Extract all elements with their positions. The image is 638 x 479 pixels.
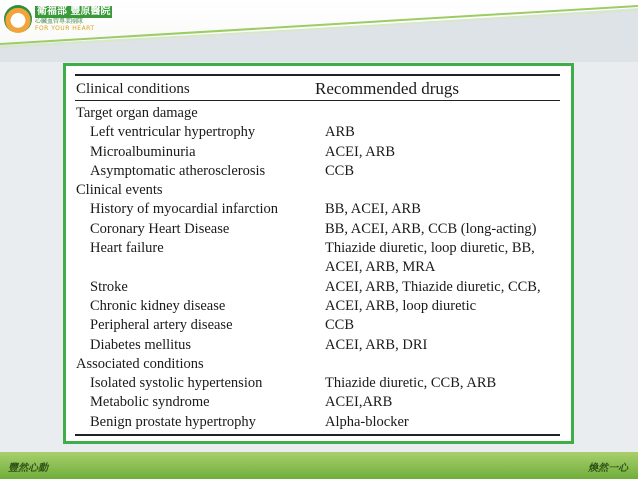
drugs-cell: ACEI, ARB, loop diuretic xyxy=(325,297,477,314)
footer-band xyxy=(0,452,638,479)
table-row xyxy=(66,375,571,394)
drugs-cell: ACEI, ARB, MRA xyxy=(325,259,436,276)
drugs-cell: ACEI, ARB, Thiazide diuretic, CCB, xyxy=(325,278,541,295)
condition-cell: Heart failure xyxy=(90,240,164,257)
condition-cell: Microalbuminuria xyxy=(90,143,196,160)
table-row xyxy=(66,337,571,356)
table-row xyxy=(66,182,571,201)
footer-slogan-left: 豐然心動 xyxy=(8,463,48,474)
table-row xyxy=(66,240,571,259)
table-row xyxy=(66,144,571,163)
heart-emblem-icon xyxy=(4,5,32,33)
hospital-logo xyxy=(4,3,124,35)
drug-table-panel xyxy=(63,63,574,444)
table-row xyxy=(66,356,571,375)
table-row xyxy=(66,259,571,278)
table-row xyxy=(66,163,571,182)
table-row xyxy=(66,124,571,143)
table-row xyxy=(66,317,571,336)
drugs-cell: CCB xyxy=(325,162,355,179)
section-heading: Target organ damage xyxy=(76,105,198,121)
drugs-cell: CCB xyxy=(325,317,355,334)
table-bottom-rule xyxy=(75,434,560,436)
condition-cell: Peripheral artery disease xyxy=(90,317,233,334)
drugs-cell: BB, ACEI, ARB xyxy=(325,201,421,218)
header-recommended-drugs: Recommended drugs xyxy=(315,79,459,98)
section-heading: Associated conditions xyxy=(76,355,204,372)
condition-cell: Isolated systolic hypertension xyxy=(90,375,263,392)
condition-cell: Diabetes mellitus xyxy=(90,336,192,353)
table-body xyxy=(66,105,571,433)
table-header-rule xyxy=(75,100,560,101)
logo-hospital-name: 衛福部 豐原醫院 xyxy=(37,6,111,17)
header-clinical-conditions: Clinical conditions xyxy=(76,81,190,97)
condition-cell: Chronic kidney disease xyxy=(90,297,226,314)
drugs-cell: Thiazide diuretic, loop diuretic, BB, xyxy=(325,240,535,257)
drugs-cell: BB, ACEI, ARB, CCB (long-acting) xyxy=(325,220,537,237)
condition-cell: Stroke xyxy=(90,278,128,295)
condition-cell: Coronary Heart Disease xyxy=(90,220,230,237)
condition-cell: Metabolic syndrome xyxy=(90,394,210,411)
condition-cell: Left ventricular hypertrophy xyxy=(90,124,256,141)
drugs-cell: Alpha-blocker xyxy=(325,413,409,430)
drugs-cell: ARB xyxy=(325,124,355,141)
table-row xyxy=(66,201,571,220)
logo-team-name: 心臟血管專業團隊 xyxy=(35,18,84,25)
footer-slogan-right: 煥然一心 xyxy=(588,463,628,474)
table-top-rule xyxy=(75,74,560,76)
drugs-cell: ACEI, ARB, DRI xyxy=(325,336,428,353)
condition-cell: History of myocardial infarction xyxy=(90,201,279,218)
table-row xyxy=(66,221,571,240)
table-row xyxy=(66,394,571,413)
drugs-cell: ACEI,ARB xyxy=(325,394,393,411)
logo-slogan: FOR YOUR HEART xyxy=(35,25,95,32)
section-heading: Clinical events xyxy=(76,182,163,199)
table-row xyxy=(66,279,571,298)
condition-cell: Benign prostate hypertrophy xyxy=(90,413,256,430)
table-row xyxy=(66,414,571,433)
logo-text xyxy=(35,6,112,32)
condition-cell: Asymptomatic atherosclerosis xyxy=(90,162,266,179)
drugs-cell: ACEI, ARB xyxy=(325,143,396,160)
table-row xyxy=(66,298,571,317)
drugs-cell: Thiazide diuretic, CCB, ARB xyxy=(325,375,497,392)
table-row xyxy=(66,105,571,124)
